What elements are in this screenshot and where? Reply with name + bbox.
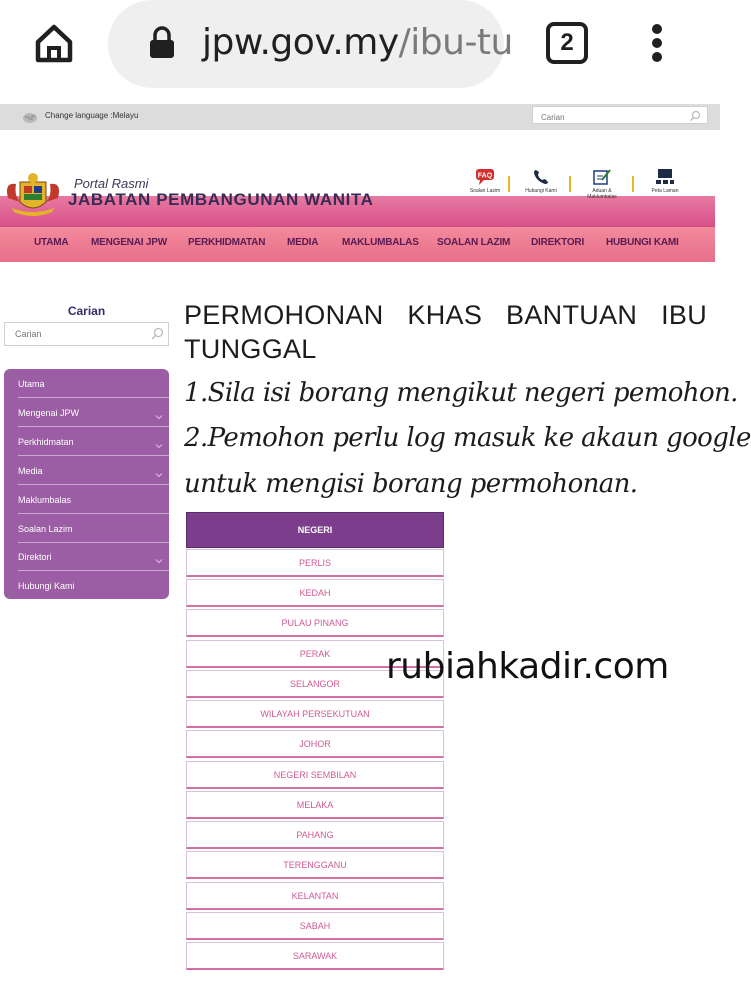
state-link-kedah[interactable]: KEDAH [186,579,444,607]
sidebar-item-direktori[interactable] [18,542,169,571]
quick-link-sitemap[interactable] [642,168,688,194]
sidebar-item-soalan-lazim[interactable] [18,514,169,543]
chevron-down-icon [155,408,163,416]
state-link-negeri-sembilan[interactable]: NEGERI SEMBILAN [186,761,444,789]
sidebar-item-mengenai-jpw[interactable] [18,398,169,427]
quick-link-label: Peta Laman [651,188,679,194]
nav-item-direktori[interactable]: DIREKTORI [531,237,585,248]
portal-subtitle: Portal Rasmi [74,176,149,191]
url-domain: jpw.gov.my [202,22,399,63]
state-link-pulau-pinang[interactable]: PULAU PINANG [186,609,444,637]
sidebar-item-perkhidmatan[interactable] [18,427,169,456]
address-bar[interactable] [108,0,513,88]
watermark-text: rubiahkadir.com [386,646,669,687]
sidebar-item-label: Mengenai JPW [18,408,80,418]
state-link-kelantan[interactable]: KELANTAN [186,882,444,910]
nav-item-utama[interactable]: UTAMA [34,237,69,248]
sitemap-icon [655,168,675,186]
page-title: PERMOHONAN KHAS BANTUAN IBU TUNGGAL [184,300,707,364]
lock-icon [148,26,176,60]
sidebar-search-title: Carian [67,304,106,318]
nav-item-perkhidmatan[interactable]: PERKHIDMATAN [188,237,266,248]
nav-item-maklumbalas[interactable]: MAKLUMBALAS [342,237,419,248]
sidebar-item-label: Hubungi Kami [18,581,75,591]
quick-link-label: Hubungi Kami [525,188,557,194]
divider [632,176,634,192]
phone-icon [531,168,551,186]
state-link-wilayah-persekutuan[interactable]: WILAYAH PERSEKUTUAN [186,700,444,728]
top-search-box [532,106,708,124]
divider [569,176,571,192]
sidebar-search-input[interactable] [5,323,135,345]
change-language-link[interactable]: Change language :Melayu [45,111,139,120]
instruction-2-line-1: 2.Pemohon perlu log masuk ke akaun google [184,423,751,453]
instruction-2-line-2: untuk mengisi borang permohonan. [184,469,638,499]
feedback-icon [592,168,612,186]
chevron-down-icon [155,437,163,445]
quick-link-feedback[interactable] [579,168,625,200]
sidebar-item-media[interactable] [18,456,169,485]
nav-item-media[interactable]: MEDIA [287,237,319,248]
state-link-johor[interactable]: JOHOR [186,730,444,758]
browser-toolbar [0,0,720,104]
sidebar-item-label: Utama [18,379,45,389]
url-path: /ibu-tu [398,22,513,63]
top-search-input[interactable] [533,110,683,126]
url-text[interactable] [202,22,513,63]
home-icon[interactable] [30,20,78,68]
coat-of-arms-logo[interactable] [2,172,64,218]
sidebar-menu [4,369,169,599]
quick-links [462,168,702,204]
svg-text:FAQ: FAQ [477,172,493,180]
search-icon[interactable] [150,327,164,341]
state-link-sabah[interactable]: SABAH [186,912,444,940]
tab-switcher-button[interactable]: 2 [546,22,588,64]
state-link-selangor[interactable]: SELANGOR [186,670,444,698]
state-link-pahang[interactable]: PAHANG [186,821,444,849]
sidebar-item-label: Perkhidmatan [18,437,74,447]
faq-icon [475,168,495,186]
state-link-sarawak[interactable]: SARAWAK [186,942,444,970]
quick-link-faq[interactable] [462,168,508,194]
sidebar-item-label: Maklumbalas [18,495,72,505]
more-menu-icon[interactable] [648,24,666,64]
sidebar-item-label: Soalan Lazim [18,524,73,534]
chevron-down-icon [155,552,163,560]
state-link-perlis[interactable]: PERLIS [186,549,444,577]
sidebar-search-box [4,322,169,346]
state-link-perak[interactable]: PERAK [186,640,444,668]
sidebar-item-utama[interactable] [18,369,169,398]
state-table-header: NEGERI [186,512,444,548]
state-link-melaka[interactable]: MELAKA [186,791,444,819]
nav-item-hubungi-kami[interactable]: HUBUNGI KAMI [606,237,679,248]
divider [508,176,510,192]
nav-item-soalan-lazim[interactable]: SOALAN LAZIM [437,237,511,248]
main-navigation [0,226,715,262]
sidebar-item-label: Direktori [18,552,52,562]
nav-item-mengenai-jpw[interactable]: MENGENAI JPW [91,237,167,248]
state-link-terengganu[interactable]: TERENGGANU [186,851,444,879]
instruction-1: 1.Sila isi borang mengikut negeri pemohon. [184,378,738,408]
quick-link-contact[interactable] [518,168,564,194]
sidebar-item-label: Media [18,466,43,476]
search-icon[interactable] [689,109,701,121]
sidebar-item-hubungi-kami[interactable] [18,571,169,600]
quick-link-label: Aduan & Maklumbalas [587,188,617,200]
quick-link-label: Soalan Lazim [469,188,501,194]
chevron-down-icon [155,466,163,474]
globe-icon [22,111,38,123]
sidebar-item-maklumbalas[interactable] [18,485,169,514]
portal-title[interactable]: JABATAN PEMBANGUNAN WANITA [68,190,374,209]
